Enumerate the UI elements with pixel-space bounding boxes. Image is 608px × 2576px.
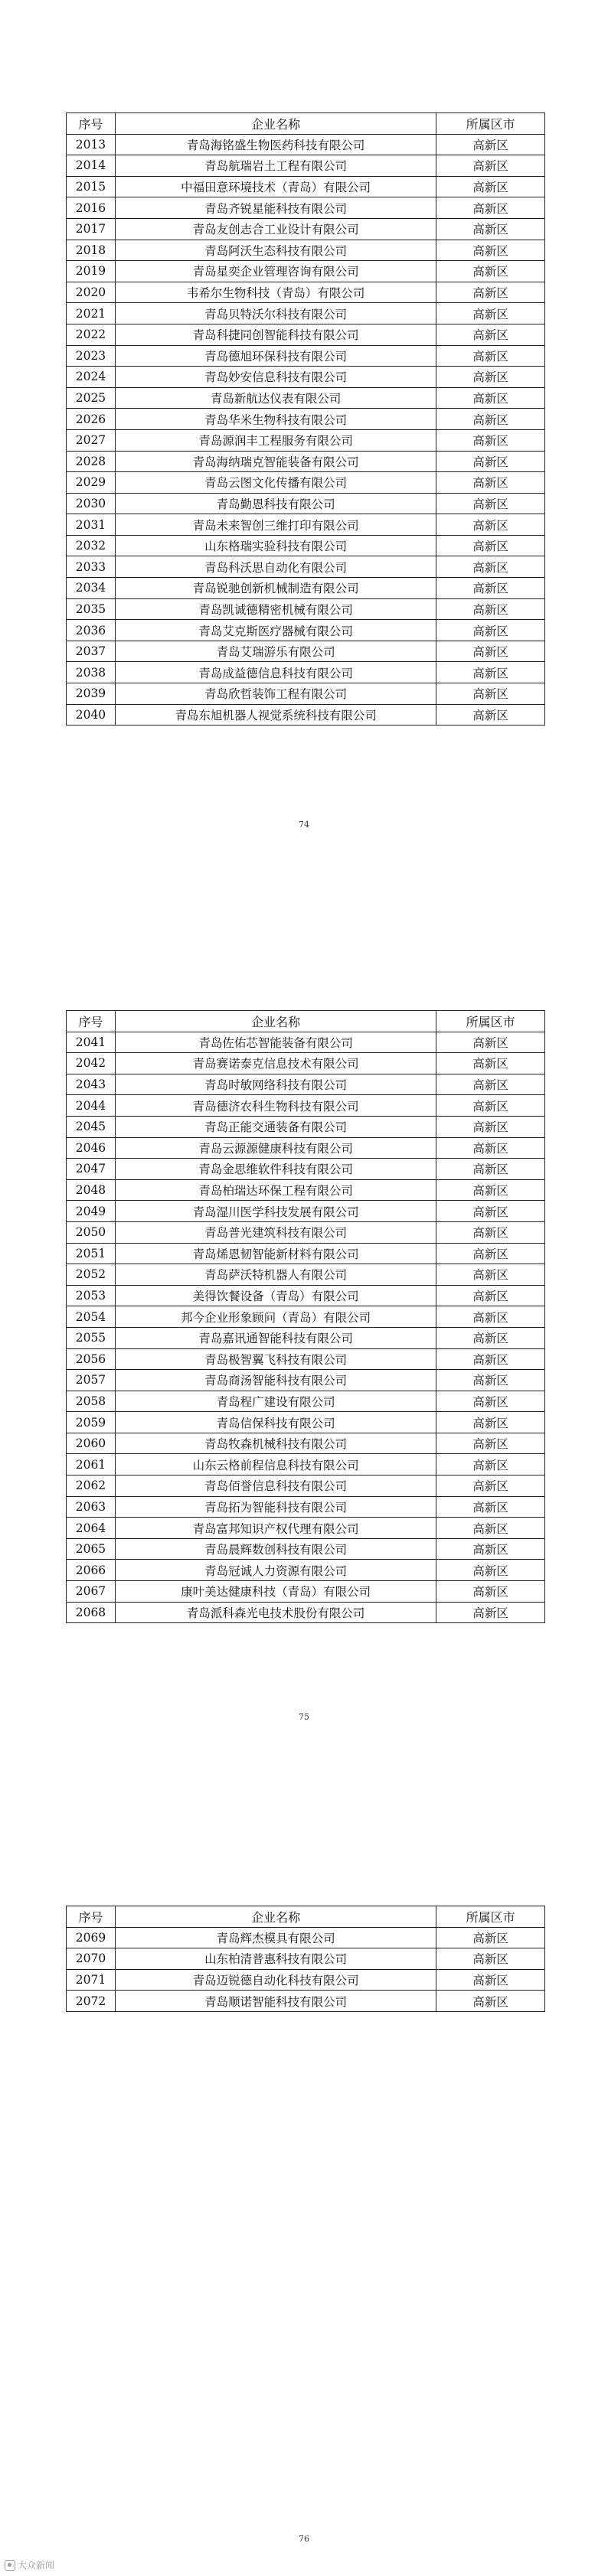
cell-company-name: 青岛友创志合工业设计有限公司: [115, 218, 436, 240]
cell-serial-number: 2017: [67, 218, 116, 240]
table-row: [67, 409, 545, 430]
cell-company-name: 青岛云图文化传播有限公司: [115, 472, 436, 494]
cell-company-name: 青岛锐驰创新机械制造有限公司: [115, 578, 436, 599]
table-row: [67, 387, 545, 409]
cell-district: 高新区: [436, 1327, 545, 1348]
cell-district: 高新区: [436, 155, 545, 177]
watermark: [5, 2558, 54, 2571]
cell-district: 高新区: [436, 641, 545, 662]
cell-company-name: 青岛德旭环保科技有限公司: [115, 345, 436, 367]
cell-district: 高新区: [436, 1074, 545, 1095]
cell-serial-number: 2071: [67, 1969, 116, 1991]
cell-district: 高新区: [436, 1221, 545, 1243]
table-row: [67, 451, 545, 472]
cell-district: 高新区: [436, 1243, 545, 1264]
table-header-row: [67, 1906, 545, 1928]
cell-district: 高新区: [436, 1137, 545, 1159]
cell-company-name: 青岛成益德信息科技有限公司: [115, 662, 436, 683]
cell-district: 高新区: [436, 1969, 545, 1991]
cell-company-name: 青岛新航达仪表有限公司: [115, 387, 436, 409]
header-district: 所属区市: [436, 1011, 545, 1032]
table-row: [67, 1074, 545, 1095]
cell-company-name: 青岛拓为智能科技有限公司: [115, 1496, 436, 1518]
table-row: [67, 197, 545, 219]
header-district: 所属区市: [436, 1906, 545, 1928]
cell-serial-number: 2040: [67, 704, 116, 726]
table-row: [67, 1991, 545, 2012]
table-row: [67, 176, 545, 197]
table-row: [67, 240, 545, 261]
header-serial-number: 序号: [67, 1011, 116, 1032]
cell-serial-number: 2069: [67, 1927, 116, 1948]
cell-serial-number: 2053: [67, 1285, 116, 1306]
cell-district: 高新区: [436, 1433, 545, 1454]
table-row: [67, 1116, 545, 1137]
cell-company-name: 青岛佰誉信息科技有限公司: [115, 1475, 436, 1497]
cell-serial-number: 2047: [67, 1159, 116, 1180]
table-row: [67, 1179, 545, 1201]
table-row: [67, 429, 545, 451]
cell-district: 高新区: [436, 1581, 545, 1603]
cell-district: 高新区: [436, 1348, 545, 1370]
table-row: [67, 261, 545, 282]
cell-district: 高新区: [436, 1948, 545, 1970]
table-row: [67, 1264, 545, 1286]
cell-company-name: 青岛极智翼飞科技有限公司: [115, 1348, 436, 1370]
table-row: [67, 1518, 545, 1539]
cell-serial-number: 2029: [67, 472, 116, 494]
cell-serial-number: 2039: [67, 683, 116, 705]
cell-district: 高新区: [436, 620, 545, 641]
table-row: [67, 282, 545, 303]
header-serial-number: 序号: [67, 1906, 116, 1928]
cell-serial-number: 2013: [67, 134, 116, 155]
cell-company-name: 青岛科捷同创智能科技有限公司: [115, 324, 436, 345]
table-row: [67, 1285, 545, 1306]
table-row: [67, 1327, 545, 1348]
cell-serial-number: 2054: [67, 1306, 116, 1328]
table-row: [67, 556, 545, 578]
cell-district: 高新区: [436, 1306, 545, 1328]
table-row: [67, 1159, 545, 1180]
table-row: [67, 1370, 545, 1391]
table-row: [67, 1581, 545, 1603]
cell-district: 高新区: [436, 1518, 545, 1539]
cell-district: 高新区: [436, 683, 545, 705]
table-row: [67, 493, 545, 514]
cell-serial-number: 2062: [67, 1475, 116, 1497]
cell-serial-number: 2042: [67, 1053, 116, 1074]
table-row: [67, 683, 545, 705]
header-company-name: 企业名称: [115, 1906, 436, 1928]
cell-company-name: 青岛德济农科生物科技有限公司: [115, 1095, 436, 1117]
cell-district: 高新区: [436, 240, 545, 261]
cell-serial-number: 2034: [67, 578, 116, 599]
cell-district: 高新区: [436, 472, 545, 494]
cell-company-name: 青岛佐佑芯智能装备有限公司: [115, 1032, 436, 1053]
cell-district: 高新区: [436, 1116, 545, 1137]
cell-serial-number: 2036: [67, 620, 116, 641]
cell-serial-number: 2027: [67, 429, 116, 451]
table-row: [67, 1243, 545, 1264]
table-row: [67, 324, 545, 345]
table-row: [67, 1306, 545, 1328]
table-row: [67, 1948, 545, 1970]
table-row: [67, 1221, 545, 1243]
table-body: [67, 1927, 545, 2011]
cell-company-name: 青岛嘉讯通智能科技有限公司: [115, 1327, 436, 1348]
header-company-name: 企业名称: [115, 113, 436, 135]
cell-company-name: 青岛科沃思自动化有限公司: [115, 556, 436, 578]
cell-district: 高新区: [436, 1475, 545, 1497]
table-row: [67, 303, 545, 324]
watermark-text: 大众新闻: [18, 2560, 55, 2571]
cell-district: 高新区: [436, 176, 545, 197]
cell-serial-number: 2046: [67, 1137, 116, 1159]
cell-serial-number: 2032: [67, 535, 116, 556]
cell-company-name: 青岛富邦知识产权代理有限公司: [115, 1518, 436, 1539]
cell-company-name: 青岛时敏网络科技有限公司: [115, 1074, 436, 1095]
cell-company-name: 青岛牧森机械科技有限公司: [115, 1433, 436, 1454]
cell-company-name: 青岛云源源健康科技有限公司: [115, 1137, 436, 1159]
cell-serial-number: 2055: [67, 1327, 116, 1348]
cell-district: 高新区: [436, 1032, 545, 1053]
table-row: [67, 1095, 545, 1117]
cell-serial-number: 2065: [67, 1538, 116, 1560]
cell-serial-number: 2061: [67, 1454, 116, 1475]
cell-serial-number: 2044: [67, 1095, 116, 1117]
cell-district: 高新区: [436, 197, 545, 219]
cell-company-name: 青岛商汤智能科技有限公司: [115, 1370, 436, 1391]
table-row: [67, 1412, 545, 1433]
cell-district: 高新区: [436, 134, 545, 155]
cell-serial-number: 2056: [67, 1348, 116, 1370]
cell-company-name: 青岛普光建筑科技有限公司: [115, 1221, 436, 1243]
cell-serial-number: 2043: [67, 1074, 116, 1095]
table-row: [67, 641, 545, 662]
cell-company-name: 美得饮餐设备（青岛）有限公司: [115, 1285, 436, 1306]
cell-serial-number: 2016: [67, 197, 116, 219]
cell-district: 高新区: [436, 1053, 545, 1074]
cell-serial-number: 2070: [67, 1948, 116, 1970]
cell-serial-number: 2066: [67, 1560, 116, 1581]
table-row: [67, 662, 545, 683]
cell-serial-number: 2052: [67, 1264, 116, 1286]
cell-company-name: 青岛贝特沃尔科技有限公司: [115, 303, 436, 324]
cell-district: 高新区: [436, 535, 545, 556]
cell-serial-number: 2050: [67, 1221, 116, 1243]
table-row: [67, 578, 545, 599]
table-row: [67, 598, 545, 620]
cell-company-name: 青岛凯诚德精密机械有限公司: [115, 598, 436, 620]
table-row: [67, 1053, 545, 1074]
cell-district: 高新区: [436, 303, 545, 324]
cell-serial-number: 2014: [67, 155, 116, 177]
cell-company-name: 青岛源润丰工程服务有限公司: [115, 429, 436, 451]
cell-district: 高新区: [436, 1602, 545, 1623]
cell-company-name: 韦希尔生物科技（青岛）有限公司: [115, 282, 436, 303]
cell-serial-number: 2059: [67, 1412, 116, 1433]
table-row: [67, 704, 545, 726]
cell-company-name: 青岛星奕企业管理咨询有限公司: [115, 261, 436, 282]
cell-district: 高新区: [436, 1201, 545, 1222]
cell-district: 高新区: [436, 1538, 545, 1560]
cell-district: 高新区: [436, 429, 545, 451]
cell-district: 高新区: [436, 1391, 545, 1412]
cell-serial-number: 2064: [67, 1518, 116, 1539]
cell-company-name: 青岛信保科技有限公司: [115, 1412, 436, 1433]
cell-company-name: 青岛湿川医学科技发展有限公司: [115, 1201, 436, 1222]
cell-district: 高新区: [436, 556, 545, 578]
cell-serial-number: 2019: [67, 261, 116, 282]
page-number: 75: [299, 1712, 309, 1722]
cell-district: 高新区: [436, 1285, 545, 1306]
table-row: [67, 1032, 545, 1053]
table-header-row: [67, 113, 545, 135]
cell-company-name: 青岛迈锐德自动化科技有限公司: [115, 1969, 436, 1991]
cell-district: 高新区: [436, 1412, 545, 1433]
cell-district: 高新区: [436, 409, 545, 430]
cell-serial-number: 2020: [67, 282, 116, 303]
cell-serial-number: 2063: [67, 1496, 116, 1518]
table-row: [67, 472, 545, 494]
table-row: [67, 367, 545, 388]
cell-serial-number: 2035: [67, 598, 116, 620]
cell-company-name: 山东云格前程信息科技有限公司: [115, 1454, 436, 1475]
cell-serial-number: 2060: [67, 1433, 116, 1454]
table-row: [67, 1201, 545, 1222]
cell-district: 高新区: [436, 1370, 545, 1391]
cell-serial-number: 2058: [67, 1391, 116, 1412]
table-row: [67, 345, 545, 367]
cell-serial-number: 2068: [67, 1602, 116, 1623]
cell-serial-number: 2067: [67, 1581, 116, 1603]
cell-serial-number: 2022: [67, 324, 116, 345]
header-district: 所属区市: [436, 113, 545, 135]
cell-serial-number: 2026: [67, 409, 116, 430]
cell-company-name: 青岛海铭盛生物医药科技有限公司: [115, 134, 436, 155]
cell-district: 高新区: [436, 1264, 545, 1286]
cell-district: 高新区: [436, 662, 545, 683]
enterprise-table-page-3: [66, 1906, 545, 2012]
cell-serial-number: 2024: [67, 367, 116, 388]
cell-serial-number: 2037: [67, 641, 116, 662]
table-row: [67, 1348, 545, 1370]
page-number: 74: [299, 820, 309, 830]
cell-company-name: 山东柏清普惠科技有限公司: [115, 1948, 436, 1970]
header-serial-number: 序号: [67, 113, 116, 135]
cell-district: 高新区: [436, 451, 545, 472]
cell-company-name: 邦今企业形象顾问（青岛）有限公司: [115, 1306, 436, 1328]
cell-serial-number: 2049: [67, 1201, 116, 1222]
cell-company-name: 青岛赛诺泰克信息技术有限公司: [115, 1053, 436, 1074]
cell-district: 高新区: [436, 1560, 545, 1581]
cell-company-name: 青岛艾瑞游乐有限公司: [115, 641, 436, 662]
cell-company-name: 青岛金思维软件科技有限公司: [115, 1159, 436, 1180]
cell-company-name: 青岛华米生物科技有限公司: [115, 409, 436, 430]
cell-company-name: 青岛顺诺智能科技有限公司: [115, 1991, 436, 2012]
cell-district: 高新区: [436, 345, 545, 367]
cell-company-name: 青岛萨沃特机器人有限公司: [115, 1264, 436, 1286]
cell-district: 高新区: [436, 1496, 545, 1518]
table-row: [67, 620, 545, 641]
cell-company-name: 青岛海纳瑞克智能装备有限公司: [115, 451, 436, 472]
cell-district: 高新区: [436, 218, 545, 240]
cell-company-name: 青岛齐锐星能科技有限公司: [115, 197, 436, 219]
cell-district: 高新区: [436, 1159, 545, 1180]
cell-district: 高新区: [436, 1179, 545, 1201]
table-row: [67, 535, 545, 556]
page-number: 76: [299, 2534, 309, 2544]
cell-serial-number: 2015: [67, 176, 116, 197]
table-row: [67, 1560, 545, 1581]
cell-company-name: 青岛晨辉数创科技有限公司: [115, 1538, 436, 1560]
cell-serial-number: 2051: [67, 1243, 116, 1264]
cell-district: 高新区: [436, 514, 545, 536]
cell-company-name: 青岛妙安信息科技有限公司: [115, 367, 436, 388]
table-row: [67, 134, 545, 155]
cell-company-name: 中福田意环境技术（青岛）有限公司: [115, 176, 436, 197]
cell-company-name: 青岛东旭机器人视觉系统科技有限公司: [115, 704, 436, 726]
table-row: [67, 514, 545, 536]
table-row: [67, 1454, 545, 1475]
table-row: [67, 1475, 545, 1497]
cell-district: 高新区: [436, 1095, 545, 1117]
cell-company-name: 青岛辉杰模具有限公司: [115, 1927, 436, 1948]
cell-company-name: 青岛航瑞岩土工程有限公司: [115, 155, 436, 177]
enterprise-table-page-1: [66, 112, 545, 726]
cell-company-name: 康叶美达健康科技（青岛）有限公司: [115, 1581, 436, 1603]
cell-serial-number: 2033: [67, 556, 116, 578]
table-row: [67, 1969, 545, 1991]
cell-serial-number: 2072: [67, 1991, 116, 2012]
cell-serial-number: 2048: [67, 1179, 116, 1201]
cell-serial-number: 2045: [67, 1116, 116, 1137]
cell-serial-number: 2038: [67, 662, 116, 683]
cell-serial-number: 2023: [67, 345, 116, 367]
cell-company-name: 青岛冠诚人力资源有限公司: [115, 1560, 436, 1581]
cell-district: 高新区: [436, 704, 545, 726]
cell-serial-number: 2057: [67, 1370, 116, 1391]
table-header-row: [67, 1011, 545, 1032]
cell-company-name: 青岛勤恩科技有限公司: [115, 493, 436, 514]
cell-company-name: 青岛阿沃生态科技有限公司: [115, 240, 436, 261]
table-row: [67, 1602, 545, 1623]
table-row: [67, 1496, 545, 1518]
cell-serial-number: 2041: [67, 1032, 116, 1053]
cell-company-name: 青岛未来智创三维打印有限公司: [115, 514, 436, 536]
header-company-name: 企业名称: [115, 1011, 436, 1032]
table-row: [67, 1538, 545, 1560]
cell-serial-number: 2021: [67, 303, 116, 324]
table-body: [67, 134, 545, 726]
table-row: [67, 1433, 545, 1454]
cell-district: 高新区: [436, 282, 545, 303]
cell-district: 高新区: [436, 578, 545, 599]
cell-district: 高新区: [436, 324, 545, 345]
cell-district: 高新区: [436, 1454, 545, 1475]
app-logo-icon: [5, 2560, 15, 2571]
cell-district: 高新区: [436, 387, 545, 409]
cell-company-name: 青岛程广建设有限公司: [115, 1391, 436, 1412]
cell-serial-number: 2018: [67, 240, 116, 261]
cell-district: 高新区: [436, 261, 545, 282]
cell-district: 高新区: [436, 1991, 545, 2012]
table-row: [67, 1927, 545, 1948]
table-row: [67, 1137, 545, 1159]
cell-company-name: 青岛柏瑞达环保工程有限公司: [115, 1179, 436, 1201]
table-row: [67, 218, 545, 240]
cell-district: 高新区: [436, 598, 545, 620]
cell-serial-number: 2028: [67, 451, 116, 472]
table-row: [67, 155, 545, 177]
cell-serial-number: 2031: [67, 514, 116, 536]
table-row: [67, 1391, 545, 1412]
enterprise-table-page-2: [66, 1010, 545, 1623]
cell-company-name: 青岛正能交通装备有限公司: [115, 1116, 436, 1137]
cell-district: 高新区: [436, 1927, 545, 1948]
cell-district: 高新区: [436, 367, 545, 388]
cell-serial-number: 2030: [67, 493, 116, 514]
cell-company-name: 青岛派科森光电技术股份有限公司: [115, 1602, 436, 1623]
table-body: [67, 1032, 545, 1623]
cell-company-name: 青岛欣哲装饰工程有限公司: [115, 683, 436, 705]
cell-company-name: 青岛烯恩韧智能新材料有限公司: [115, 1243, 436, 1264]
cell-company-name: 青岛艾克斯医疗器械有限公司: [115, 620, 436, 641]
cell-serial-number: 2025: [67, 387, 116, 409]
cell-company-name: 山东格瑞实验科技有限公司: [115, 535, 436, 556]
cell-district: 高新区: [436, 493, 545, 514]
